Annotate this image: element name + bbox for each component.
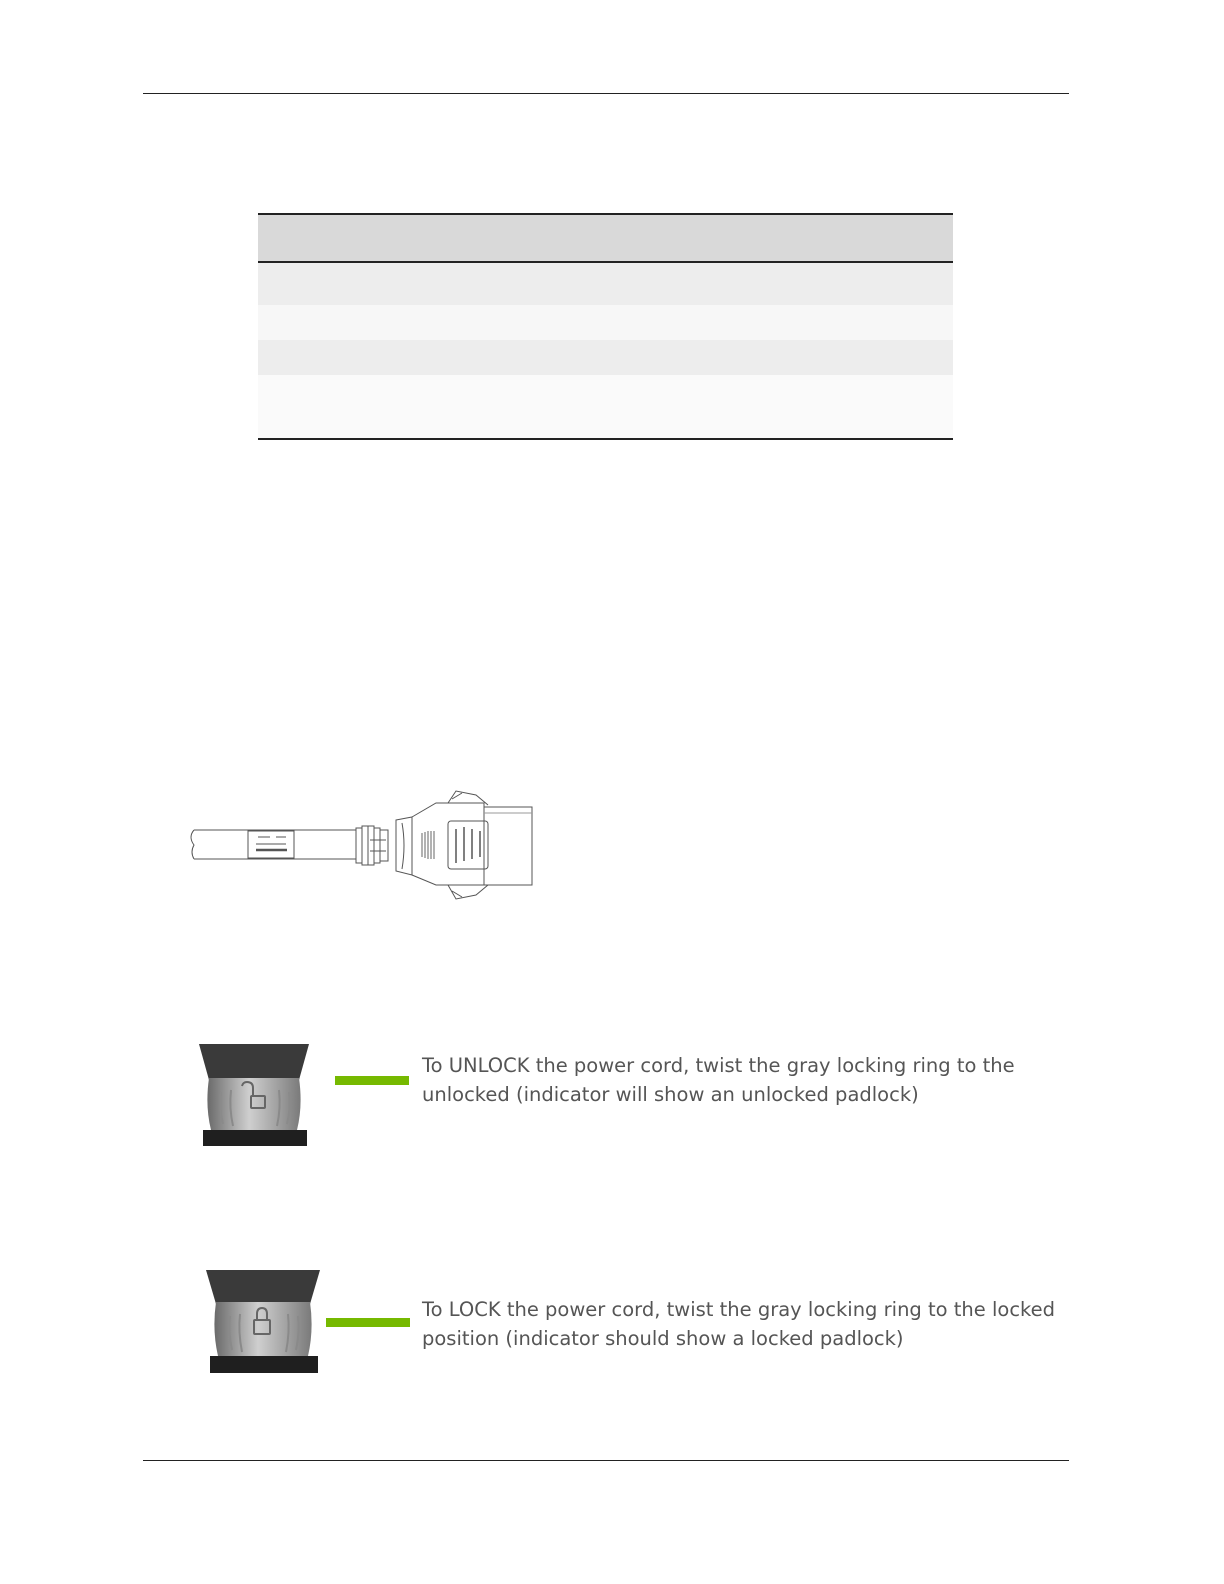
table-row: [258, 263, 953, 305]
unlock-instruction: [422, 1051, 1015, 1109]
lock-instruction-line: position (indicator should show a locked padlock): [422, 1327, 904, 1350]
table-row: [258, 340, 953, 375]
locked-connector-photo: [204, 1268, 322, 1375]
footer-rule: [143, 1460, 1069, 1461]
unlock-instruction-line: unlocked (indicator will show an unlocked padlock): [422, 1083, 919, 1106]
lock-indicator-bar: [326, 1318, 410, 1327]
lock-instruction: [422, 1295, 1055, 1353]
spec-table: [258, 213, 953, 440]
unlocked-connector-photo: [197, 1042, 311, 1148]
table-row: [258, 305, 953, 340]
header-rule: [143, 93, 1069, 94]
lock-instruction-line: To LOCK the power cord, twist the gray locking ring to the locked: [422, 1298, 1056, 1321]
unlock-indicator-bar: [335, 1076, 409, 1085]
power-cord-connector-drawing: [186, 785, 538, 905]
table-header-row: [258, 213, 953, 263]
table-row: [258, 375, 953, 440]
unlock-instruction-line: To UNLOCK the power cord, twist the gray locking ring to the: [422, 1054, 1015, 1077]
